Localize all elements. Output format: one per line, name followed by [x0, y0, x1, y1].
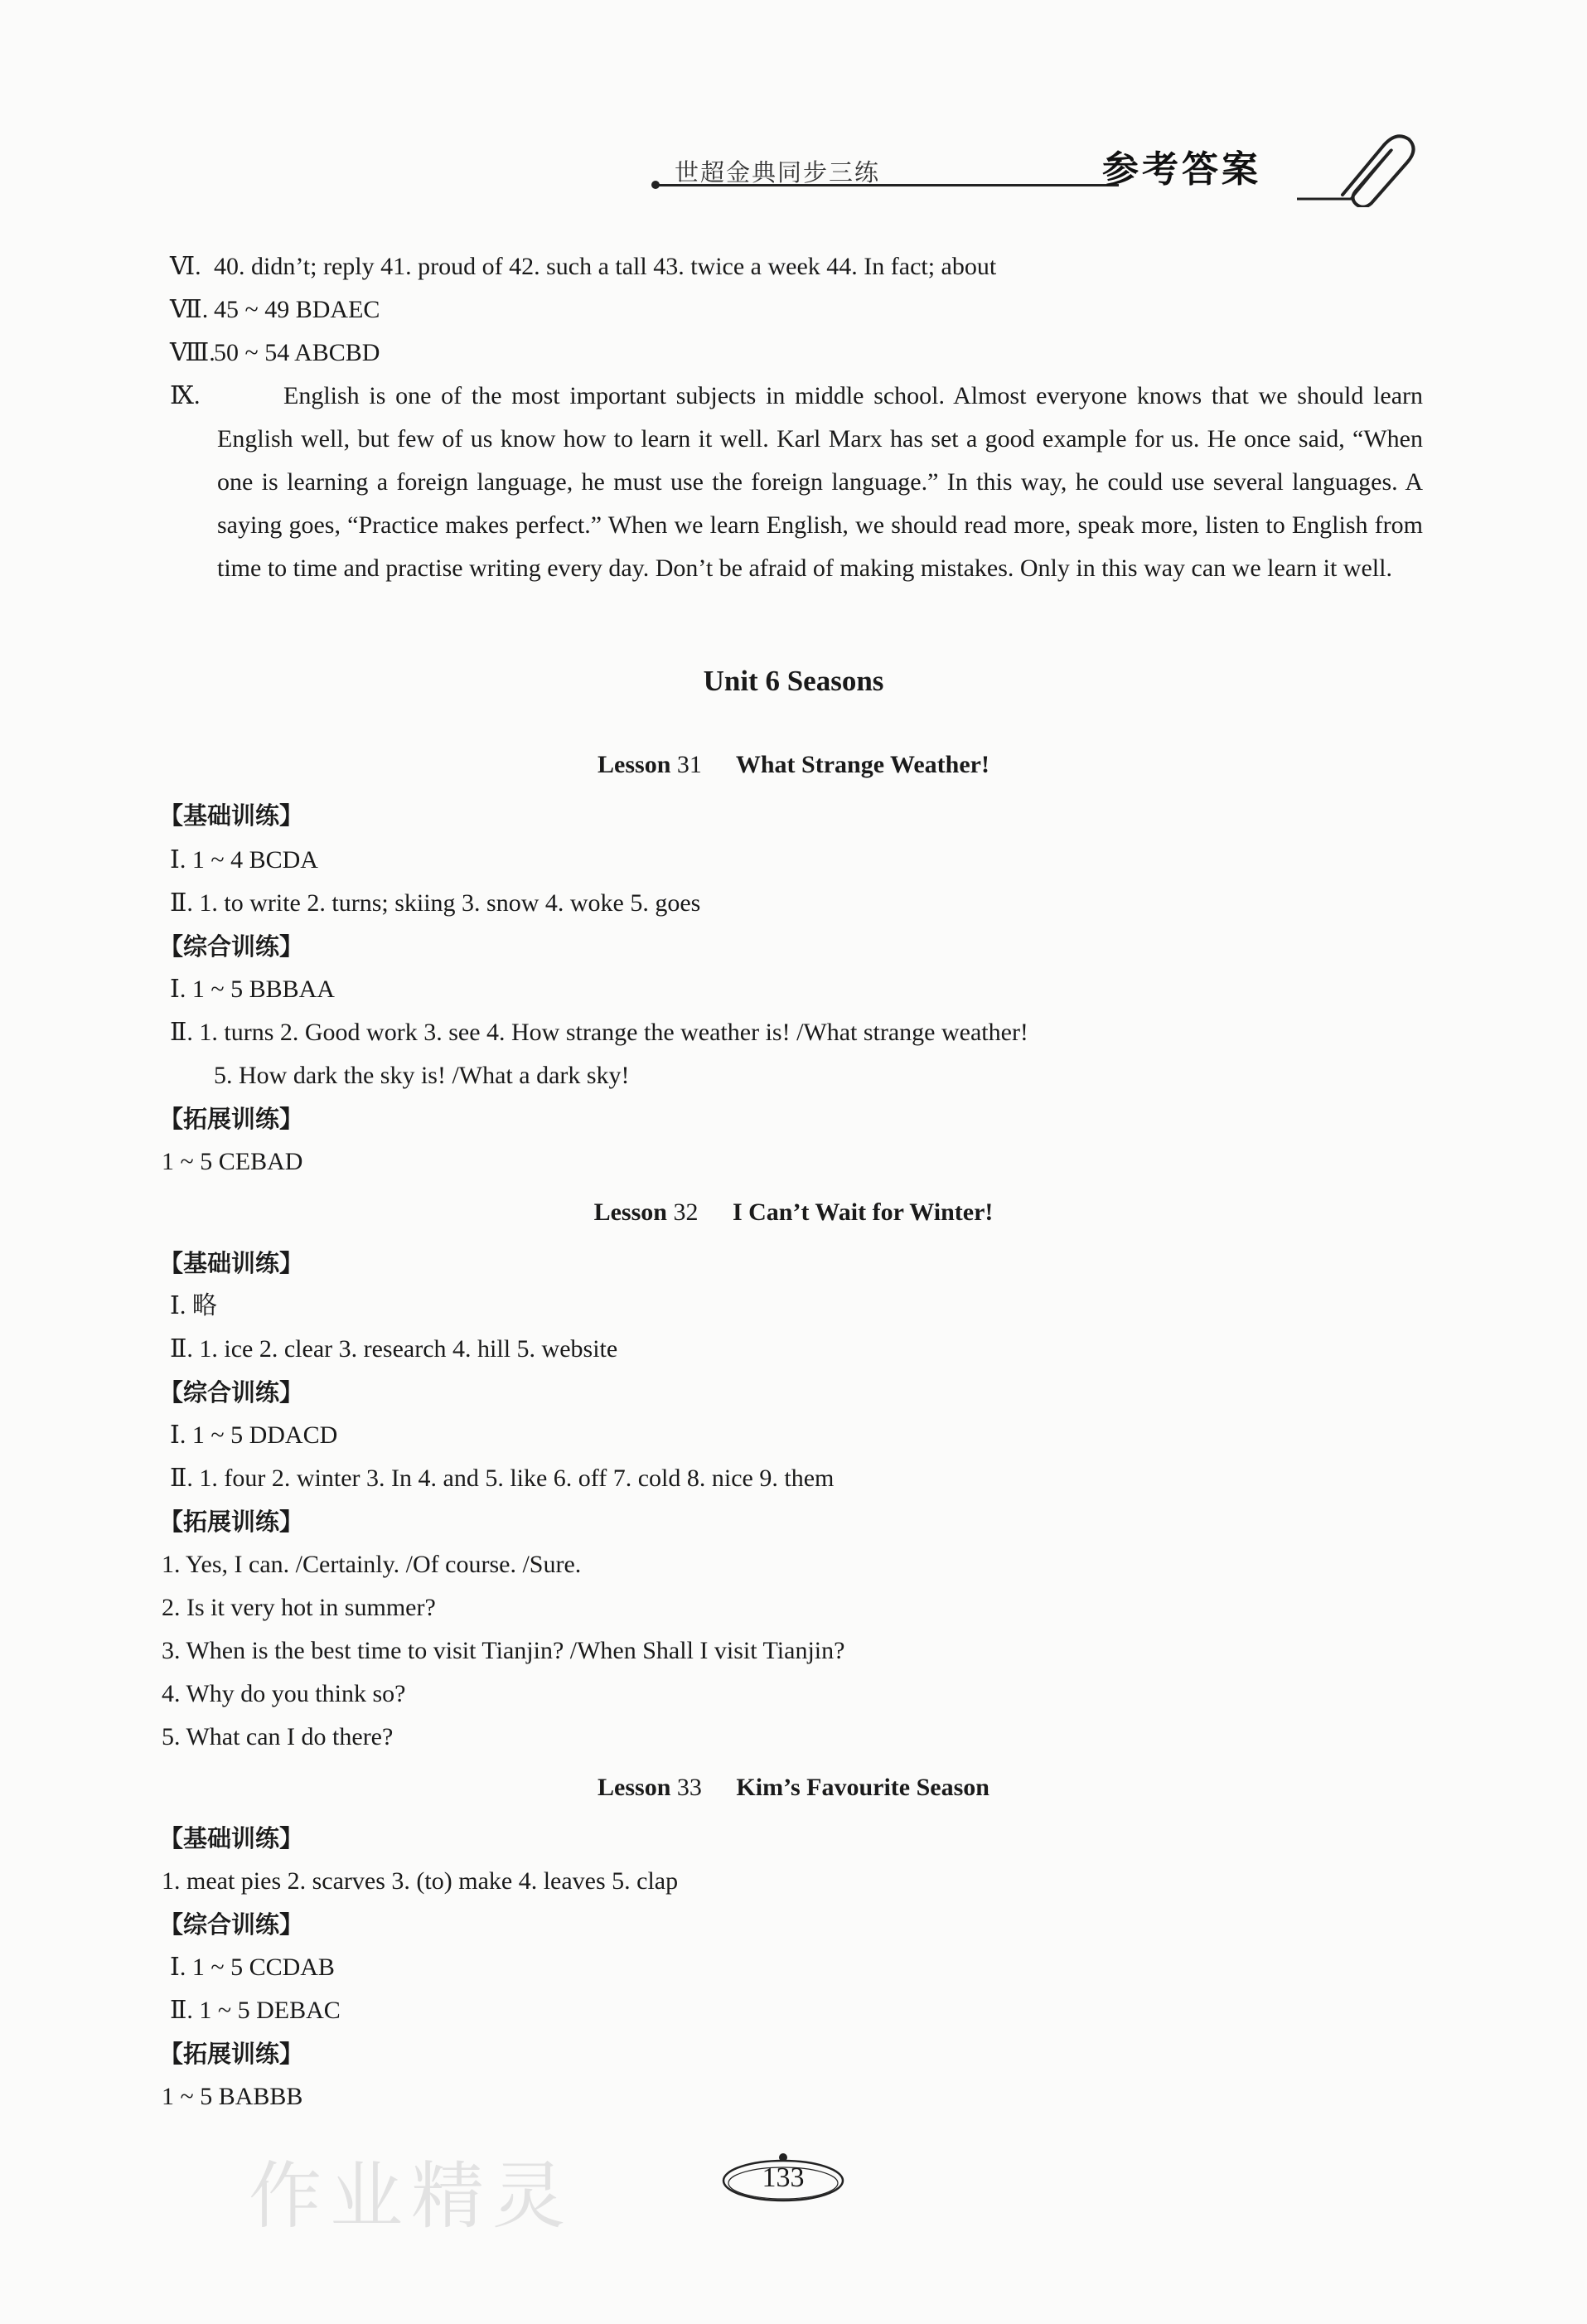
section-basic: 【基础训练】: [159, 1824, 304, 1852]
section-basic: 【基础训练】: [159, 801, 304, 830]
answer-line: 4. Why do you think so?: [162, 1680, 406, 1707]
page-number-badge: [719, 2152, 847, 2204]
answer-line: Ⅰ. 1 ~ 5 BBBAA: [170, 976, 335, 1003]
lesson-label: Lesson: [598, 1774, 671, 1801]
answer-line: Ⅱ. 1. to write 2. turns; skiing 3. snow 4. woke 5. goes: [170, 889, 701, 917]
answer-line: Ⅰ. 略: [170, 1292, 217, 1319]
answer-line: 1 ~ 5 BABBB: [162, 2083, 303, 2110]
watermark: 作业精灵: [249, 2153, 574, 2239]
unit-title: Unit 6 Seasons: [703, 665, 884, 697]
section-basic: 【基础训练】: [159, 1249, 304, 1277]
lesson-title: What Strange Weather!: [735, 751, 989, 778]
roman-numeral: Ⅵ.: [170, 253, 201, 280]
roman-numeral: Ⅸ.: [170, 382, 201, 409]
section-title-answers: 参考答案: [1102, 148, 1261, 191]
section-comprehensive: 【综合训练】: [159, 932, 304, 961]
answer-line: Ⅰ. 1 ~ 4 BCDA: [170, 846, 318, 874]
answer-line: 1. meat pies 2. scarves 3. (to) make 4. leaves 5. clap: [162, 1867, 679, 1895]
section-extension: 【拓展训练】: [159, 1105, 304, 1133]
answer-line: Ⅱ. 1. turns 2. Good work 3. see 4. How strange the weather is! /What strange weather!: [170, 1019, 1028, 1046]
answer-line: 1 ~ 5 CEBAD: [162, 1148, 303, 1175]
answer-line: 5. What can I do there?: [162, 1723, 394, 1750]
answer-line: Ⅰ. 1 ~ 5 DDACD: [170, 1421, 338, 1449]
answer-line: Ⅱ. 1 ~ 5 DEBAC: [170, 1997, 341, 2024]
book-series-name: 世超金典同步三练: [675, 158, 881, 186]
answer-line: 3. When is the best time to visit Tianjin? /When Shall I visit Tianjin?: [162, 1637, 845, 1664]
lesson-title: Kim’s Favourite Season: [736, 1774, 989, 1801]
essay-answer: English is one of the most important subjects in middle school. Almost everyone knows that we should learn English well, but few of us know how to learn it well. Karl Marx has set a good example for us. He once said, “When one is learning a foreign language, he must use the foreign language.” In this way, he could use several languages. A saying goes, “Practice makes perfect.” When we learn English, we should read more, speak more, listen to English from time to time and practise writing every day. Don’t be afraid of making mistakes. Only in this way can we learn it well.: [217, 382, 1423, 582]
section-extension: 【拓展训练】: [159, 2040, 304, 2068]
answer-line: 50 ~ 54 ABCBD: [214, 339, 380, 366]
section-comprehensive: 【综合训练】: [159, 1910, 304, 1939]
lesson-number: 31: [676, 751, 702, 778]
lesson-heading: [0, 1198, 1587, 1227]
lesson-heading: [0, 751, 1587, 779]
roman-numeral: Ⅶ.: [170, 296, 209, 323]
answer-line: 45 ~ 49 BDAEC: [214, 296, 380, 323]
lesson-title: I Can’t Wait for Winter!: [732, 1198, 994, 1226]
answer-line: Ⅱ. 1. four 2. winter 3. In 4. and 5. like 6. off 7. cold 8. nice 9. them: [170, 1465, 835, 1492]
answer-line: Ⅱ. 1. ice 2. clear 3. research 4. hill 5. website: [170, 1335, 618, 1363]
answer-line: 40. didn’t; reply 41. proud of 42. such a tall 43. twice a week 44. In fact; about: [214, 253, 997, 280]
roman-numeral: Ⅷ.: [170, 339, 215, 366]
section-extension: 【拓展训练】: [159, 1508, 304, 1536]
answer-line: 5. How dark the sky is! /What a dark sky!: [214, 1062, 630, 1089]
answer-line: 1. Yes, I can. /Certainly. /Of course. /Sure.: [162, 1551, 582, 1578]
page-number: 133: [762, 2162, 805, 2193]
lesson-label: Lesson: [598, 751, 671, 778]
lesson-label: Lesson: [593, 1198, 667, 1226]
lesson-heading: [0, 1774, 1587, 1802]
answer-line: 2. Is it very hot in summer?: [162, 1594, 436, 1621]
answer-line: Ⅰ. 1 ~ 5 CCDAB: [170, 1954, 335, 1981]
lesson-number: 33: [676, 1774, 702, 1801]
lesson-number: 32: [673, 1198, 699, 1226]
paperclip-icon: [1293, 116, 1425, 207]
section-comprehensive: 【综合训练】: [159, 1378, 304, 1407]
